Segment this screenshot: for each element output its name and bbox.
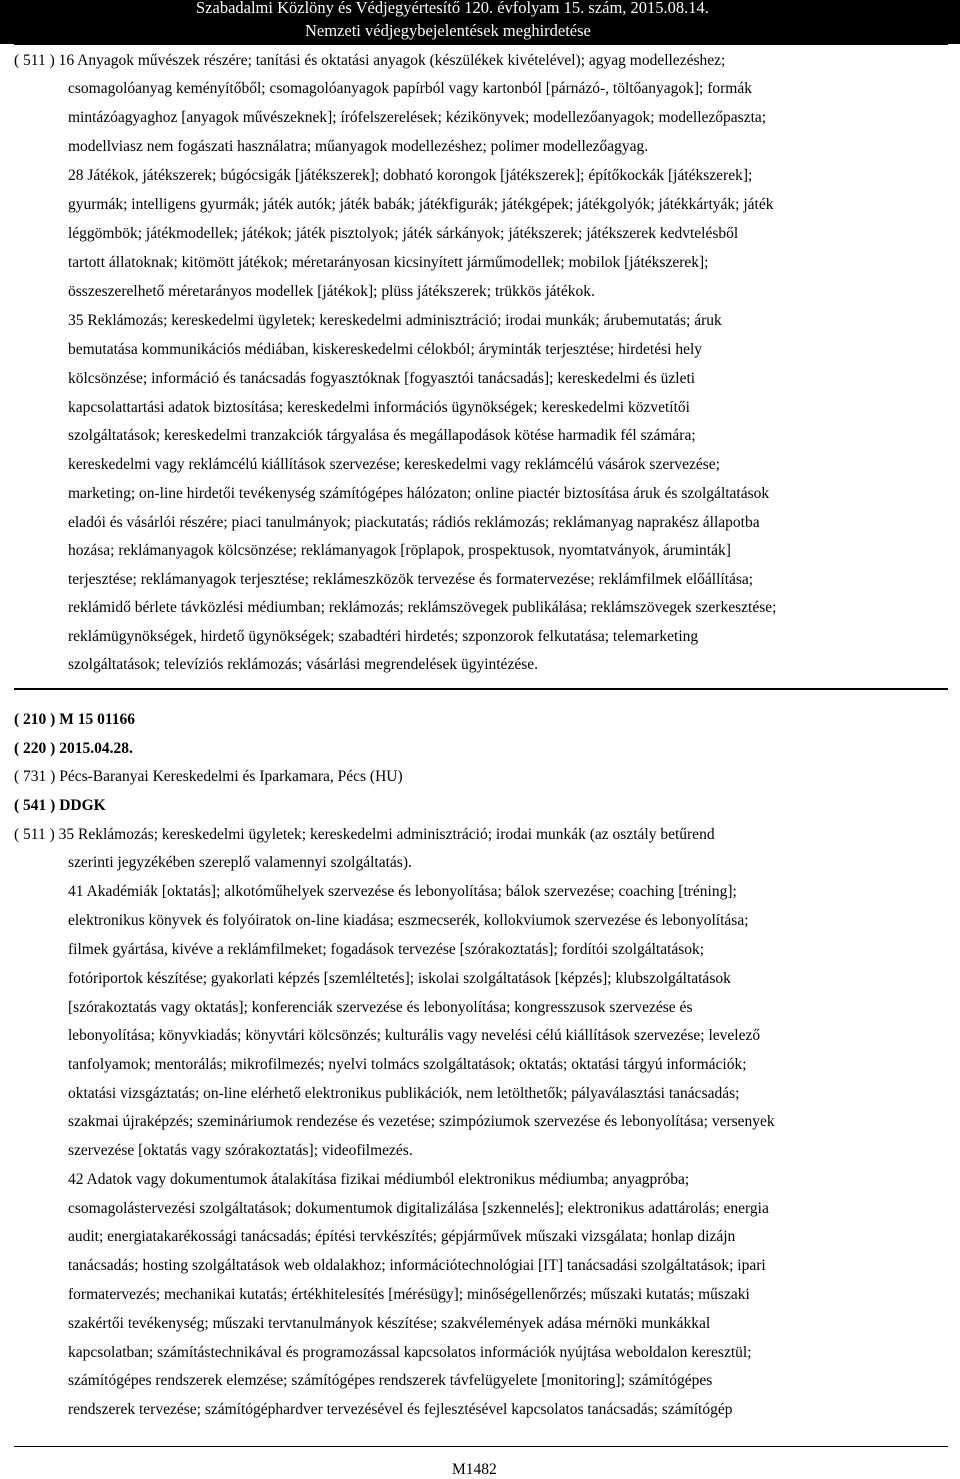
entry2-line-15: audit; energiatakarékossági tanácsadás; építési tervkészítés; gépjárművek műszaki vizsgálata; honlap dizájn	[68, 1228, 736, 1245]
entry1-line-16: marketing; on-line hirdetői tevékenység számítógépes hálózaton; online piactér biztosítása áruk és szolgáltatások	[68, 485, 770, 502]
entry2-line-9: tanfolyamok; mentorálás; mikrofilmezés; nyelvi tolmács szolgáltatások; oktatás; oktatási tárgyú információk;	[68, 1056, 747, 1073]
entry1-line-11: bemutatása kommunikációs médiában, kiskereskedelmi célokból; árуminták terjesztése; hirdetési hely	[68, 341, 703, 358]
entry-divider	[14, 688, 948, 690]
field-731: ( 731 ) Pécs-Baranyai Kereskedelmi és Iparkamara, Pécs (HU)	[14, 768, 403, 785]
entry1-line-8: tartott állatoknak; kitömött játékok; méretarányosan kicsinyített járműmodellek; mobilok [játékszerek];	[68, 254, 709, 271]
entry2-line-21: rendszerek tervezése; számítógéphardver tervezésével és fejlesztésével kapcsolatos tanácsadás; számítógép	[68, 1401, 733, 1418]
entry1-line-12: kölcsönzése; információ és tanácsadás fogyasztóknak [fogyasztói tanácsadás]; kereskedelmi és üzleti	[68, 370, 696, 387]
entry2-line-18: szakértői tevékenység; műszaki tervtanulmányok készítése; szakvélemények adása mérnöki munkákkal	[68, 1315, 711, 1332]
entry2-line-11: szakmai újraképzés; szemináriumok rendezése és vezetése; szimpóziumok szervezése és lebonyolítása; versenyek	[68, 1113, 775, 1130]
entry2-line-5: filmek gyártása, kivéve a reklámfilmeket; fogadások tervezése [szórakoztatás]; fordítói szolgáltatások;	[68, 941, 705, 958]
field-220: ( 220 ) 2015.04.28.	[14, 740, 133, 757]
entry1-line-13: kapcsolattartási adatok biztosítása; kereskedelmi információs ügynökségek; kereskedelmi közvetítői	[68, 399, 690, 416]
entry1-line-2: csomagolóanyag keményítőből; csomagolóanyagok papírból vagy kartonból [párnázó-, töltőanyagok]; formák	[68, 80, 752, 97]
entry1-line-17: eladói és vásárlói részére; piaci tanulmányok; piackutatás; rádiós reklámozás; reklámanyag naprakész állapotba	[68, 514, 760, 531]
entry1-line-18: hozása; reklámanyagok kölcsönzése; reklámanyagok [röplapok, prospektusok, nyomtatványok, áruminták]	[68, 542, 731, 559]
entry1-line-9: összeszerelhető méretarányos modellek [játékok]; plüss játékszerek; trükkös játékok.	[68, 283, 595, 300]
entry2-line-19: kapcsolatban; számítástechnikával és programozással kapcsolatos információk nyújtása weboldalon keresztül;	[68, 1344, 752, 1361]
entry2-line-7: [szórakoztatás vagy oktatás]; konferenciák szervezése és lebonyolítása; kongresszusok szervezése és	[68, 999, 693, 1016]
entry1-line-6: gyurmák; intelligens gyurmák; játék autók; játék babák; játékfigurák; játékgépek; játékgolyók; játékkártyák; játék	[68, 196, 774, 213]
entry2-line-13: 42 Adatok vagy dokumentumok átalakítása fizikai médiumból elektronikus médiumba; anyagpróba;	[68, 1171, 690, 1188]
entry2-line-17: formatervezés; mechanikai kutatás; értékhitelesítés [mérésügy]; minőségellenőrzés; műszaki kutatás; műszaki	[68, 1286, 750, 1303]
entry1-line-3: mintázóagyaghoz [anyagok művészeknek]; írófelszerelések; kézikönyvek; modellezőanyagok; modellezőpaszta;	[68, 109, 767, 126]
entry1-line-20: reklámidő bérlete távközlési médiumban; reklámozás; reklámszövegek publikálása; reklámszövegek szerkesztése;	[68, 599, 777, 616]
entry1-line-15: kereskedelmi vagy reklámcélú kiállítások szervezése; kereskedelmi vagy reklámcélú vásárok szervezése;	[68, 456, 720, 473]
entry2-line-4: elektronikus könyvek és folyóiratok on-line kiadása; eszmecserék, kollokviumok szervezése és lebonyolítása;	[68, 912, 749, 929]
entry2-line-1: ( 511 ) 35 Reklámozás; kereskedelmi ügyletek; kereskedelmi adminisztráció; irodai munkák (az osztály betűrend	[14, 826, 715, 843]
footer-divider	[14, 1446, 948, 1447]
entry2-line-20: számítógépes rendszerek elemzése; számítógépes rendszerek távfelügyelete [monitoring]; számítógépes	[68, 1372, 713, 1389]
entry1-line-22: szolgáltatások; televíziós reklámozás; vásárlási megrendelések ügyintézése.	[68, 656, 538, 673]
entry1-line-19: terjesztése; reklámanyagok terjesztése; reklámeszközök tervezése és formatervezése; reklámfilmek előállítása;	[68, 571, 754, 588]
entry1-line-14: szolgáltatások; kereskedelmi tranzakciók tárgyalása és megállapodások kötése harmadik fél számára;	[68, 427, 696, 444]
entry1-line-1: ( 511 ) 16 Anyagok művészek részére; tanítási és oktatási anyagok (készülékek kivételével); agyag modellezéshez;	[14, 52, 726, 69]
entry2-line-3: 41 Akadémiák [oktatás]; alkotóműhelyek szervezése és lebonyolítása; bálok szervezése; coaching [tréning];	[68, 883, 737, 900]
entry2-line-10: oktatási vizsgáztatás; on-line elérhető elektronikus publikációk, nem letölthetők; pályaválasztási tanácsadás;	[68, 1085, 740, 1102]
top-divider	[14, 43, 948, 45]
field-210: ( 210 ) M 15 01166	[14, 711, 135, 728]
entry1-line-21: reklámügynökségek, hirdető ügynökségek; szabadtéri hirdetés; szponzorok felkutatása; telemarketing	[68, 628, 699, 645]
entry1-line-5: 28 Játékok, játékszerek; búgócsigák [játékszerek]; dobható korongok [játékszerek]; építőkockák [játékszerek];	[68, 167, 753, 184]
field-541: ( 541 ) DDGK	[14, 797, 106, 814]
entry2-line-12: szervezése [oktatás vagy szórakoztatás]; videofilmezés.	[68, 1142, 413, 1159]
entry2-line-6: fotóriportok készítése; gyakorlati képzés [szemléltetés]; iskolai szolgáltatások [képzés]; klubszolgáltatások	[68, 970, 731, 987]
publication-title: Szabadalmi Közlöny és Védjegyértesítő 120. évfolyam 15. szám, 2015.08.14.	[196, 0, 709, 17]
entry1-line-7: léggömbök; játékmodellek; játékok; játék pisztolyok; játék sárkányok; játékszerek; játékszerek kedvtelésből	[68, 225, 739, 242]
entry1-line-10: 35 Reklámozás; kereskedelmi ügyletek; kereskedelmi adminisztráció; irodai munkák; árubemutatás; áruk	[68, 312, 722, 329]
entry1-line-4: modellviasz nem fogászati használatra; műanyagok modellezéshez; polimer modellezőagyag.	[68, 138, 649, 155]
page-header	[0, 0, 960, 44]
entry2-line-8: lebonyolítása; könyvkiadás; könyvtári kölcsönzés; kulturális vagy nevelési célú kiállítások szervezése; levelező	[68, 1027, 761, 1044]
section-title: Nemzeti védjegybejelentések meghirdetése	[305, 21, 591, 40]
entry2-line-16: tanácsadás; hosting szolgáltatások web oldalakhoz; információtechnológiai [IT] tanácsadási szolgáltatások; ipari	[68, 1257, 766, 1274]
entry2-line-14: csomagolástervezési szolgáltatások; dokumentumok digitalizálása [szkennelés]; elektronikus adattárolás; energia	[68, 1200, 769, 1217]
entry2-line-2: szerinti jegyzékében szereplő valamennyi szolgáltatás).	[68, 854, 412, 871]
page-number: M1482	[452, 1461, 497, 1478]
